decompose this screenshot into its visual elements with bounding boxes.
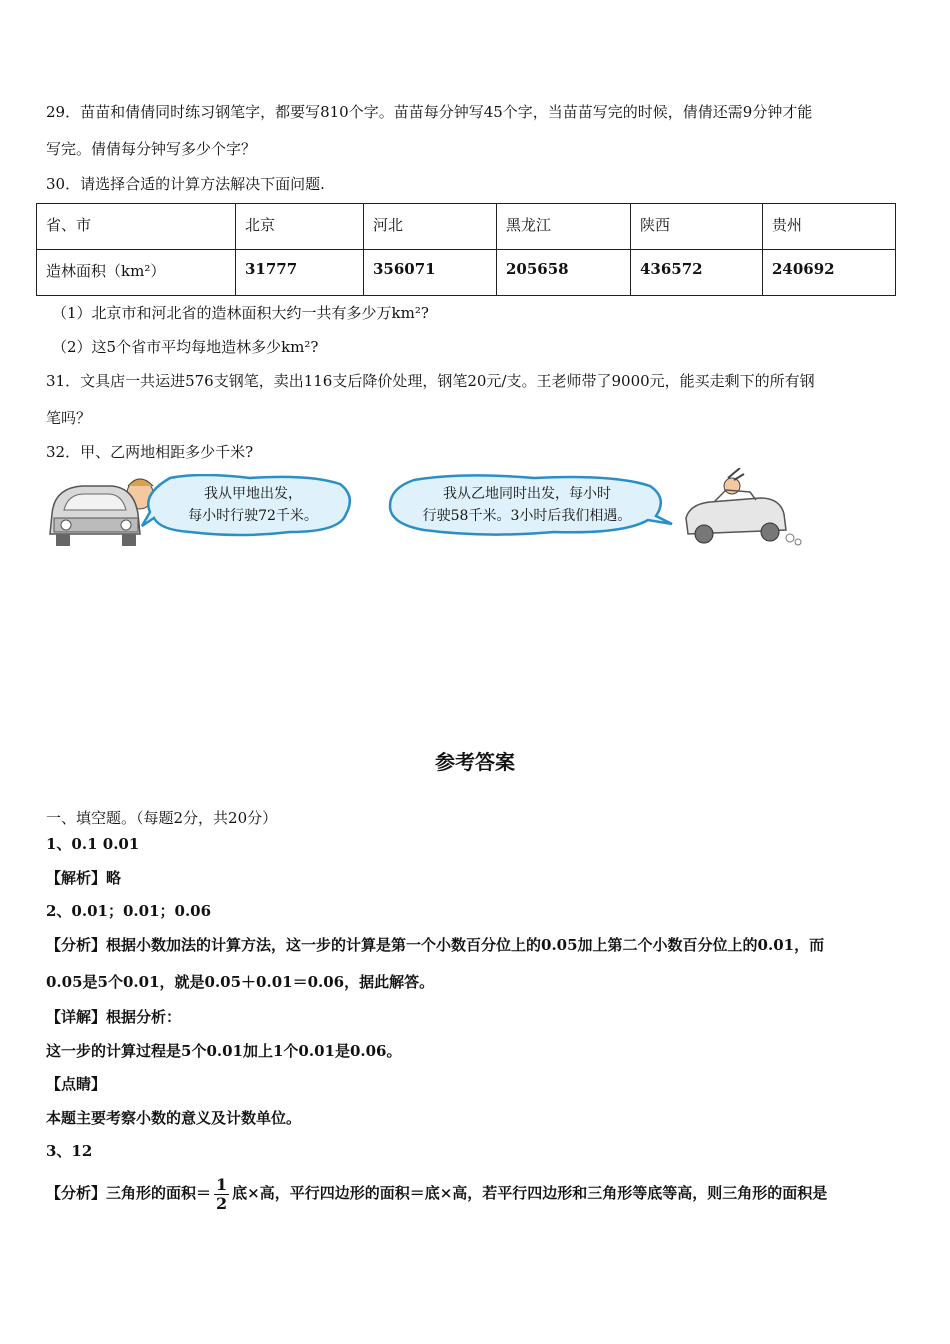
fraction-denominator: 2 <box>216 1193 228 1213</box>
table-cell: 黑龙江 <box>497 204 631 250</box>
bubble-left-line2: 每小时行驶72千米。 <box>188 508 318 524</box>
answer-3: 3、12 <box>46 1142 93 1160</box>
bubble-left-text <box>158 483 348 527</box>
q29-line2: 写完。倩倩每分钟写多少个字？ <box>46 140 257 158</box>
one-half-fraction <box>214 1176 229 1213</box>
q30-sub1: （1）北京市和河北省的造林面积大约一共有多少万km²? <box>52 304 429 322</box>
answer-2-detail-label: 【详解】根据分析： <box>46 1008 182 1026</box>
q30-sub2: （2）这5个省市平均每地造林多少km²? <box>52 338 319 356</box>
answers-section: 一、填空题。（每题2分，共20分） <box>46 809 278 827</box>
q30-intro: 30．请选择合适的计算方法解决下面问题. <box>46 175 325 193</box>
answer-3-analysis <box>46 1172 827 1214</box>
table-cell: 省、市 <box>37 204 236 250</box>
bubble-right-line2: 行驶58千米。3小时后我们相遇。 <box>422 508 632 524</box>
answer-2-analysis-2: 0.05是5个0.01，就是0.05＋0.01＝0.06，据此解答。 <box>46 973 435 991</box>
answer-1-note: 【解析】略 <box>46 869 122 887</box>
q31-line1: 31．文具店一共运进576支钢笔，卖出116支后降价处理，钢笔20元/支。王老师带了9000元，能买走剩下的所有钢 <box>46 372 815 390</box>
answer-3-prefix: 【分析】三角形的面积＝ <box>46 1184 212 1202</box>
table-cell: 356071 <box>364 250 497 296</box>
answer-2-point: 本题主要考察小数的意义及计数单位。 <box>46 1109 302 1127</box>
table-cell: 31777 <box>236 250 364 296</box>
answers-title: 参考答案 <box>435 750 515 774</box>
q29-line1: 29．苗苗和倩倩同时练习钢笔字，都要写810个字。苗苗每分钟写45个字，当苗苗写完的时候，倩倩还需9分钟才能 <box>46 103 813 121</box>
table-cell: 北京 <box>236 204 364 250</box>
table-cell: 205658 <box>497 250 631 296</box>
answer-2-analysis-1: 【分析】根据小数加法的计算方法，这一步的计算是第一个小数百分位上的0.05加上第二个小数百分位上的0.01，而 <box>46 936 825 954</box>
bubble-right-text <box>402 483 652 527</box>
q31-line2: 笔吗？ <box>46 409 92 427</box>
fraction-numerator: 1 <box>216 1174 228 1194</box>
q32-text: 32．甲、乙两地相距多少千米? <box>46 443 254 461</box>
answer-3-suffix: 底×高，平行四边形的面积＝底×高，若平行四边形和三角形等底等高，则三角形的面积是 <box>232 1184 828 1202</box>
table-cell: 陕西 <box>631 204 763 250</box>
car-right-illustration <box>680 468 804 552</box>
afforestation-table <box>36 203 896 296</box>
table-cell: 河北 <box>364 204 497 250</box>
answer-2-point-label: 【点睛】 <box>46 1075 107 1093</box>
bubble-left-line1: 我从甲地出发， <box>204 486 302 502</box>
answer-1: 1、0.1 0.01 <box>46 835 140 853</box>
bubble-right-line1: 我从乙地同时出发，每小时 <box>443 486 611 502</box>
table-cell: 240692 <box>763 250 896 296</box>
table-row-label: 造林面积（km²） <box>37 250 236 296</box>
table-header-row <box>37 204 896 250</box>
answer-2: 2、0.01；0.01；0.06 <box>46 902 212 920</box>
table-cell: 436572 <box>631 250 763 296</box>
table-row <box>37 250 896 296</box>
table-cell: 贵州 <box>763 204 896 250</box>
answer-2-detail: 这一步的计算过程是5个0.01加上1个0.01是0.06。 <box>46 1042 402 1060</box>
